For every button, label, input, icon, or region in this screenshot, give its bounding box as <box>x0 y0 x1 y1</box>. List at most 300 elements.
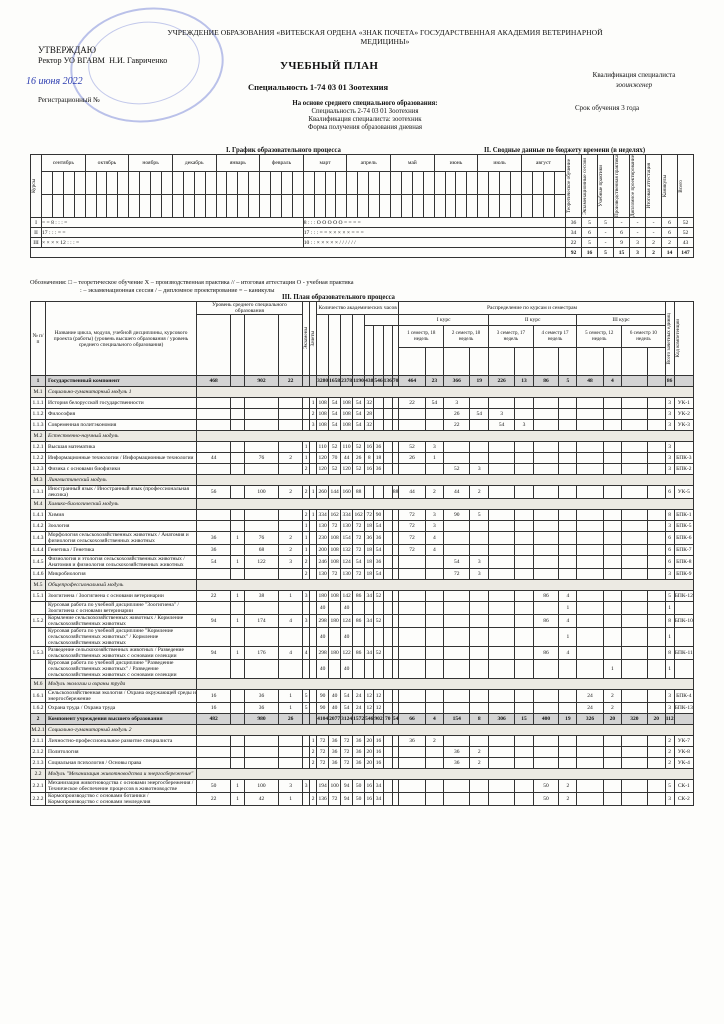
summary-header <box>646 155 662 218</box>
module-fill <box>197 387 694 398</box>
approve-label: УТВЕРЖДАЮ <box>38 45 97 55</box>
cell-b: 154 <box>341 532 353 545</box>
week-cell <box>467 194 478 217</box>
cell-l: 52 <box>374 615 383 628</box>
summary-total: 14 <box>662 248 678 258</box>
semester-header: 6 семестр 10 недель <box>622 326 666 348</box>
cell-c1: 36 <box>197 532 231 545</box>
cell-c3: 980 <box>244 714 278 725</box>
week-cell <box>336 194 347 217</box>
row-number: 1.1.3 <box>31 420 46 431</box>
basis-spec: Специальность 2-74 03 01 Зоотехния <box>311 108 419 115</box>
week-cell <box>271 171 282 194</box>
cell-s5 <box>577 747 603 758</box>
cell-c2: 1 <box>231 556 245 569</box>
row-number: 2.2 <box>31 769 46 780</box>
cell-s2 <box>444 532 470 545</box>
cell-b: 72 <box>341 736 353 747</box>
course-number: I <box>31 218 42 228</box>
cell-ze: 3 <box>665 703 674 714</box>
cell-l: 34 <box>374 793 383 806</box>
cell-s6 <box>622 628 648 647</box>
cell-s6 <box>622 758 648 769</box>
cell-lb <box>383 615 392 628</box>
cell-c1: 22 <box>197 591 231 602</box>
cell-t: 72 <box>317 747 329 758</box>
row-name: Сельскохозяйственная экология / Охрана окружающей среды и энергосбережение <box>46 690 197 703</box>
cell-c4 <box>279 758 303 769</box>
cell-s1 <box>399 420 425 431</box>
cell-s2z <box>470 780 489 793</box>
cell-s6 <box>622 442 648 453</box>
week-cell <box>347 171 358 194</box>
summary-value: 22 <box>566 238 582 248</box>
cell-c1: 44 <box>197 453 231 464</box>
semester-sub <box>533 348 559 376</box>
cell-s3 <box>488 780 514 793</box>
cell-c1 <box>197 409 231 420</box>
cell-s5z <box>603 510 622 521</box>
cell-s4 <box>533 442 559 453</box>
row-name: Социально-гуманитарный модуль 1 <box>46 387 197 398</box>
cell-s2: 366 <box>444 376 470 387</box>
cell-code: УК-8 <box>674 747 693 758</box>
summary-header <box>566 155 582 218</box>
cell-c1: 56 <box>197 486 231 499</box>
row-number: 1.4.4 <box>31 545 46 556</box>
cell-ze: 8 <box>665 647 674 660</box>
row-name: Государственный компонент <box>46 376 197 387</box>
cell-l: 36 <box>374 442 383 453</box>
row-number: 1.2.3 <box>31 464 46 475</box>
cell-s5: 24 <box>577 703 603 714</box>
cell-lb <box>383 486 392 499</box>
cell-s4: 50 <box>533 793 559 806</box>
cell-b: 44 <box>341 453 353 464</box>
cell-s1z: 2 <box>425 736 444 747</box>
week-cell <box>227 194 238 217</box>
cell-s4z <box>559 758 577 769</box>
cell-s1: 66 <box>399 714 425 725</box>
week-cell <box>205 171 216 194</box>
cell-au: 72 <box>365 510 374 521</box>
page-title: УЧЕБНЫЙ ПЛАН <box>280 60 379 72</box>
col-credits-label: Зачеты <box>310 330 317 347</box>
basis-title: На основе среднего специального образования: <box>292 100 438 107</box>
cell-s3 <box>488 510 514 521</box>
summary-value: 3 <box>630 238 646 248</box>
summary-value: 2 <box>646 238 662 248</box>
summary-value: 5 <box>582 218 598 228</box>
cell-l <box>374 660 383 679</box>
cell-s2 <box>444 793 470 806</box>
cell-ex <box>303 747 310 758</box>
cell-lb <box>383 747 392 758</box>
cell-c3: 174 <box>244 615 278 628</box>
cell-s5z <box>603 545 622 556</box>
cell-s3 <box>488 532 514 545</box>
cell-c1: 50 <box>197 780 231 793</box>
cell-au: 18 <box>365 569 374 580</box>
cell-c4: 1 <box>279 703 303 714</box>
cell-cr <box>310 615 317 628</box>
week-cell <box>532 194 543 217</box>
cell-l <box>374 420 383 431</box>
cell-s6 <box>622 510 648 521</box>
cell-t: 110 <box>317 442 329 453</box>
cell-s6z <box>647 569 665 580</box>
cell-s2z: 2 <box>470 758 489 769</box>
col-exams <box>303 302 310 376</box>
cell-s3z <box>515 398 534 409</box>
cell-s1z: 4 <box>425 532 444 545</box>
col-credits <box>310 302 317 376</box>
module-fill <box>197 769 694 780</box>
cell-s3z <box>515 556 534 569</box>
cell-s4 <box>533 464 559 475</box>
cell-s2 <box>444 521 470 532</box>
cell-s4z <box>559 486 577 499</box>
cell-s5 <box>577 510 603 521</box>
cell-c4 <box>279 398 303 409</box>
cell-c2 <box>231 747 245 758</box>
cell-s3z <box>515 464 534 475</box>
cell-s3z <box>515 780 534 793</box>
cell-s4 <box>533 758 559 769</box>
cell-b: 120 <box>341 464 353 475</box>
cell-au: 18 <box>365 521 374 532</box>
row-name: Курсовая работа по учебной дисциплине "Разведение сельскохозяйственных животных" / Разведение сельскохозяйственных животных с основами селекции <box>46 660 197 679</box>
cell-cr: 3 <box>310 420 317 431</box>
row-name: Курсовая работа по учебной дисциплине "Зоогигиена" / Зоогигиена с основами ветеринарии <box>46 602 197 615</box>
row-name: Физика с основами биофизики <box>46 464 197 475</box>
cell-ex <box>303 420 310 431</box>
cell-c4: 2 <box>279 453 303 464</box>
cell-t: 136 <box>317 793 329 806</box>
cell-c1 <box>197 747 231 758</box>
cell-ze: 3 <box>665 398 674 409</box>
cell-v <box>353 628 365 647</box>
cell-s3z: 15 <box>515 714 534 725</box>
cell-s2 <box>444 453 470 464</box>
cell-s2z: 8 <box>470 714 489 725</box>
cell-c4 <box>279 602 303 615</box>
cell-s1z <box>425 556 444 569</box>
cell-c3 <box>244 510 278 521</box>
cell-cr <box>310 556 317 569</box>
cell-s5z <box>603 398 622 409</box>
cell-au: 12 <box>365 690 374 703</box>
cell-c4: 4 <box>279 647 303 660</box>
cell-au: 34 <box>365 591 374 602</box>
schedule-marks-tail: 17 : : : = = × × × × × = = = <box>303 228 565 238</box>
cell-au: 34 <box>365 615 374 628</box>
cell-ze: 3 <box>665 442 674 453</box>
cell-s6z <box>647 780 665 793</box>
summary-value: 43 <box>678 238 694 248</box>
cell-s2z <box>470 660 489 679</box>
module-fill <box>197 580 694 591</box>
cell-code <box>674 442 693 453</box>
semester-sub <box>577 348 603 376</box>
cell-ex: 2 <box>303 556 310 569</box>
cell-s3z <box>515 747 534 758</box>
cell-s4z: 4 <box>559 647 577 660</box>
row-number: 2.1.3 <box>31 758 46 769</box>
week-cell <box>292 171 303 194</box>
cell-s6 <box>622 532 648 545</box>
cell-c2 <box>231 398 245 409</box>
cell-s4 <box>533 556 559 569</box>
cell-s6z <box>647 793 665 806</box>
cell-s5 <box>577 591 603 602</box>
row-name: Морфология сельскохозяйственных животных / Анатомия и физиология сельскохозяйственных животных <box>46 532 197 545</box>
cell-s4 <box>533 398 559 409</box>
cell-s6 <box>622 409 648 420</box>
cell-s5z: 4 <box>603 376 622 387</box>
row-name: Кормопроизводство с основами ботаники / Кормопроизводство с основами земледелия <box>46 793 197 806</box>
cell-c1 <box>197 442 231 453</box>
week-cell <box>52 171 63 194</box>
cell-s2z <box>470 532 489 545</box>
cell-lb <box>383 736 392 747</box>
cell-au: 36 <box>365 532 374 545</box>
cell-s4 <box>533 521 559 532</box>
cell-s6: 320 <box>622 714 648 725</box>
cell-c3 <box>244 660 278 679</box>
cell-s4 <box>533 420 559 431</box>
semester-sub <box>603 348 622 376</box>
summary-header-label: Всего <box>678 179 684 193</box>
cell-c1 <box>197 758 231 769</box>
cell-s6z <box>647 409 665 420</box>
cell-code: УК-5 <box>674 486 693 499</box>
cell-s1z <box>425 758 444 769</box>
hours-sub <box>383 326 392 376</box>
cell-s1z: 3 <box>425 510 444 521</box>
cell-c2 <box>231 703 245 714</box>
week-cell <box>260 194 271 217</box>
cell-b: 2378 <box>341 376 353 387</box>
cell-s6z <box>647 591 665 602</box>
cell-cr: 2 <box>310 747 317 758</box>
summary-value: - <box>630 228 646 238</box>
cell-s4z <box>559 398 577 409</box>
cell-code: БПК-7 <box>674 545 693 556</box>
cell-s4 <box>533 602 559 615</box>
cell-s1: 72 <box>399 545 425 556</box>
cell-s1z: 23 <box>425 376 444 387</box>
cell-c2 <box>231 376 245 387</box>
cell-ex: 2 <box>303 486 310 499</box>
cell-cr: 1 <box>310 736 317 747</box>
cell-ex <box>303 398 310 409</box>
cell-code: БПК-12 <box>674 591 693 602</box>
row-number: 1.2.1 <box>31 442 46 453</box>
cell-au: 8 <box>365 453 374 464</box>
col-exams-label: Экзамены <box>303 327 310 350</box>
cell-lb <box>383 420 392 431</box>
cell-t: 120 <box>317 464 329 475</box>
row-name: Политология <box>46 747 197 758</box>
week-cell <box>500 171 511 194</box>
section-1-title: I. График образовательного процесса <box>226 147 341 154</box>
cell-s5 <box>577 521 603 532</box>
cell-code: БПК-4 <box>674 690 693 703</box>
cell-pr: 54 <box>392 714 399 725</box>
cell-s6 <box>622 747 648 758</box>
week-cell <box>554 194 565 217</box>
semester-sub <box>515 348 534 376</box>
week-cell <box>52 194 63 217</box>
cell-s6z <box>647 747 665 758</box>
cell-t: 90 <box>317 690 329 703</box>
cell-t: 246 <box>317 556 329 569</box>
cell-ze: 3 <box>665 569 674 580</box>
cell-t: 40 <box>317 660 329 679</box>
cell-t: 130 <box>317 569 329 580</box>
cell-l: 54 <box>374 569 383 580</box>
cell-c4 <box>279 660 303 679</box>
week-cell <box>358 171 369 194</box>
week-cell <box>369 171 380 194</box>
cell-s2: 44 <box>444 486 470 499</box>
cell-s2 <box>444 660 470 679</box>
cell-ze: 6 <box>665 486 674 499</box>
sso-sub <box>244 315 278 376</box>
cell-s1: 72 <box>399 532 425 545</box>
cell-s1 <box>399 569 425 580</box>
cell-ex <box>303 409 310 420</box>
cell-au: 18 <box>365 556 374 569</box>
cell-s2 <box>444 703 470 714</box>
cell-c3 <box>244 758 278 769</box>
week-cell <box>314 171 325 194</box>
cell-s1 <box>399 615 425 628</box>
week-cell <box>216 194 227 217</box>
cell-s6z <box>647 628 665 647</box>
cell-l: 36 <box>374 464 383 475</box>
row-number <box>31 602 46 615</box>
row-number: 1.4.3 <box>31 532 46 545</box>
week-cell <box>140 194 151 217</box>
semester-sub <box>444 348 470 376</box>
row-name: Естественно-научный модуль <box>46 431 197 442</box>
week-cell <box>369 194 380 217</box>
cell-ze: 3 <box>665 453 674 464</box>
cell-ze: 3 <box>665 420 674 431</box>
qual-label: Квалификация специалиста <box>592 71 676 79</box>
cell-v: 54 <box>353 556 365 569</box>
cell-ex: 3 <box>303 780 310 793</box>
cell-l <box>374 486 383 499</box>
cell-cr: 1 <box>310 398 317 409</box>
cell-s1 <box>399 660 425 679</box>
legend <box>30 279 690 294</box>
cell-s3z <box>515 453 534 464</box>
cell-c3: 176 <box>244 647 278 660</box>
cell-t: 72 <box>317 736 329 747</box>
cell-s1z: 3 <box>425 442 444 453</box>
week-cell <box>391 171 402 194</box>
cell-v: 72 <box>353 532 365 545</box>
row-name: Информационные технологии / Информационные технологии <box>46 453 197 464</box>
cell-s6 <box>622 703 648 714</box>
col-name: Название цикла, модуля, учебной дисциплины, курсового проекта (работы) (уровень высшего образования / уровень среднего специального образования) <box>46 302 197 376</box>
cell-c3 <box>244 602 278 615</box>
cell-code: БПК-10 <box>674 615 693 628</box>
week-cell <box>510 194 521 217</box>
cell-c3 <box>244 569 278 580</box>
row-name: Высшая математика <box>46 442 197 453</box>
cell-s3: 306 <box>488 714 514 725</box>
cell-s5 <box>577 793 603 806</box>
cell-t: 108 <box>317 409 329 420</box>
cell-c2 <box>231 545 245 556</box>
cell-s4 <box>533 510 559 521</box>
cell-c4 <box>279 628 303 647</box>
week-cell <box>161 171 172 194</box>
cell-b: 108 <box>341 398 353 409</box>
row-number <box>31 660 46 679</box>
semester-sub <box>470 348 489 376</box>
cell-lb <box>383 758 392 769</box>
week-cell <box>271 194 282 217</box>
module-fill <box>197 499 694 510</box>
week-cell <box>423 171 434 194</box>
summary-value: - <box>598 238 614 248</box>
week-cell <box>456 171 467 194</box>
module-fill <box>197 725 694 736</box>
cell-s5z <box>603 615 622 628</box>
cell-t: 4104 <box>317 714 329 725</box>
cell-s2: 72 <box>444 569 470 580</box>
cell-c4: 1 <box>279 591 303 602</box>
cell-s3: 3 <box>488 409 514 420</box>
summary-value: 6 <box>582 228 598 238</box>
cell-au <box>365 602 374 615</box>
row-name: Кормление сельскохозяйственных животных / Кормление сельскохозяйственных животных <box>46 615 197 628</box>
cell-c1: 36 <box>197 545 231 556</box>
week-cell <box>489 171 500 194</box>
cell-l: 902 <box>374 714 383 725</box>
cell-s2z <box>470 690 489 703</box>
cell-s6z <box>647 758 665 769</box>
row-number: 1.3.1 <box>31 486 46 499</box>
cell-au <box>365 660 374 679</box>
cell-code: БПК-6 <box>674 532 693 545</box>
month-header: декабрь <box>172 155 216 172</box>
cell-ex: 1 <box>303 442 310 453</box>
cell-c2 <box>231 660 245 679</box>
summary-header-label: Дипломное проектирование <box>630 155 636 218</box>
cell-code <box>674 660 693 679</box>
cell-s3z <box>515 569 534 580</box>
cell-ex <box>303 758 310 769</box>
cell-s4: 50 <box>533 780 559 793</box>
cell-s2z <box>470 615 489 628</box>
cell-s3 <box>488 591 514 602</box>
cell-v: 36 <box>353 758 365 769</box>
month-header: февраль <box>260 155 304 172</box>
cell-cr <box>310 647 317 660</box>
legend-line-1: Обозначения: □ – теоретическое обучение Х – производственная практика // – итоговая аттестация О - учебная практика <box>30 279 354 286</box>
cell-cr <box>310 703 317 714</box>
course-number: II <box>31 228 42 238</box>
week-cell <box>500 194 511 217</box>
semester-header: 2 семестр, 18 недель <box>444 326 489 348</box>
cell-s1 <box>399 556 425 569</box>
